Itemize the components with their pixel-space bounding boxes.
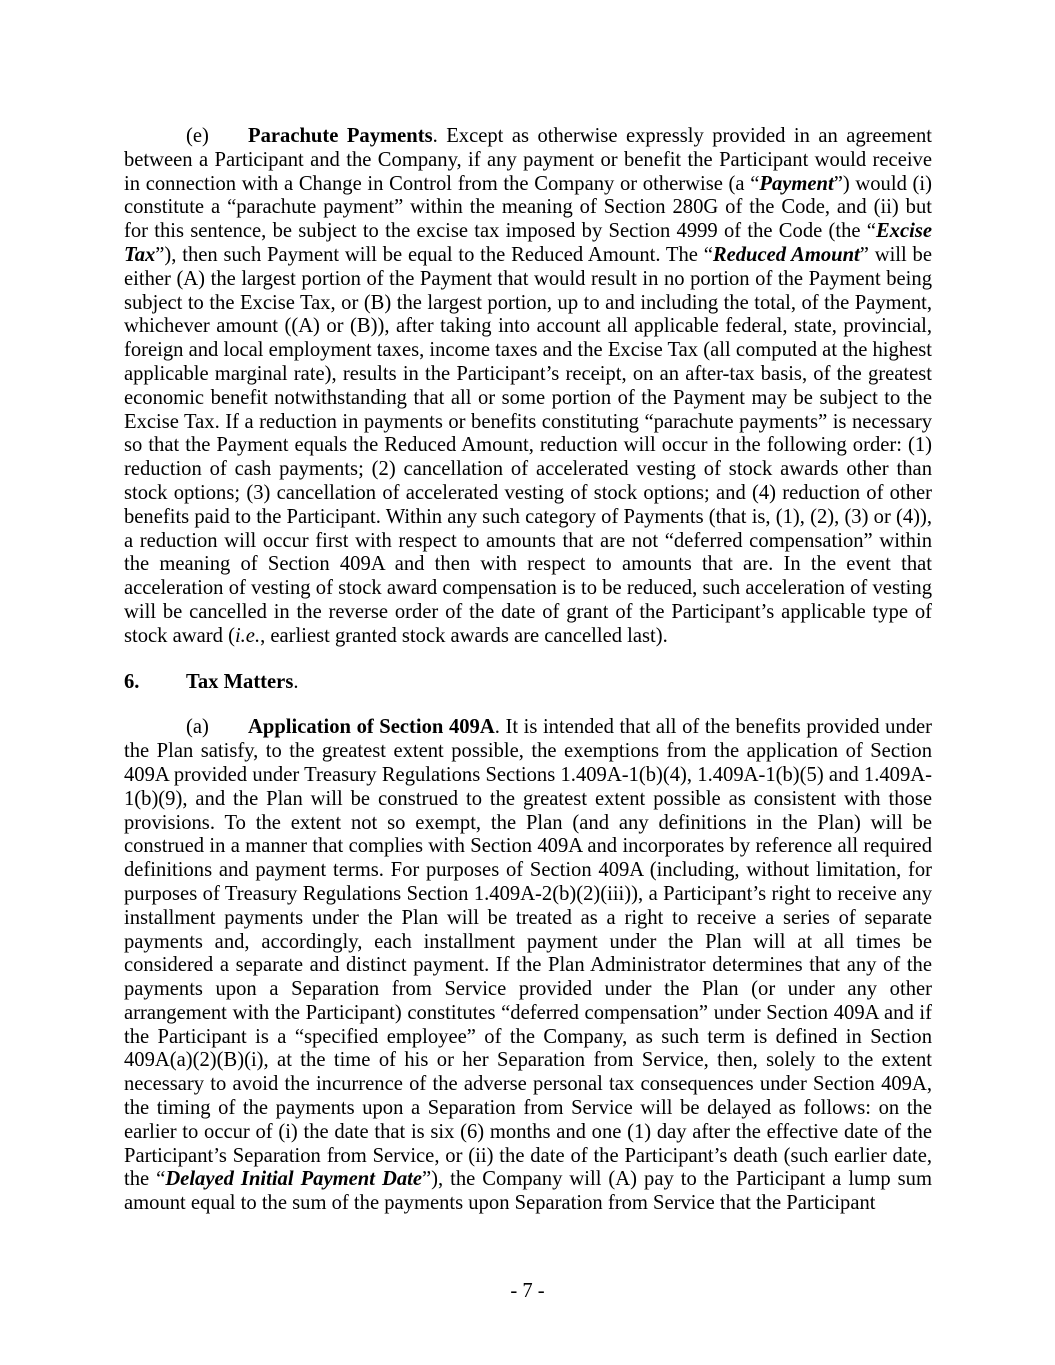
defined-term-delayed-initial-payment-date: Delayed Initial Payment Date <box>165 1168 422 1191</box>
paragraph-text: . Except as otherwise expressly provided in an agreement between a Participant and the Company, if any payment or benefit the Participant would receive in connection with a Change in Control from the Company or otherwise (a “ <box>124 125 932 195</box>
paragraph-text: ”), then such Payment will be equal to the Reduced Amount. The “ <box>155 243 713 266</box>
paragraph-text: ” will be either (A) the largest portion of the Payment that would result in no portion of the Payment being subject to the Excise Tax, or (B) the largest portion, up to and including the total, of the Payment, whichever amount ((A) or (B)), after taking into account all applicable federal, state, provincial, foreign and local employment taxes, income taxes and the Excise Tax (all computed at the highest applicable marginal rate), results in the Participant’s receipt, on an after-tax basis, of the greatest economic benefit notwithstanding that all or some portion of the Payment may be subject to the Excise Tax. If a reduction in payments or benefits constituting “parachute payments” is necessary so that the Payment equals the Reduced Amount, reduction will occur in the following order: (1) reduction of cash payments; (2) cancellation of accelerated vesting of stock awards other than stock options; (3) cancellation of accelerated vesting of stock options; and (4) reduction of other benefits paid to the Participant. Within any such category of Payments (that is, (1), (2), (3) or (4)), a reduction will occur first with respect to amounts that are not “deferred compensation” within the meaning of Section 409A and then with respect to amounts that are. In the event that acceleration of vesting of stock award compensation is to be reduced, such acceleration of vesting will be cancelled in the reverse order of the date of grant of the Participant’s applicable type of stock award ( <box>124 243 932 647</box>
section-title-period: . <box>293 670 299 693</box>
paragraph-heading: Parachute Payments <box>248 125 433 147</box>
paragraph-heading: Application of Section 409A <box>248 716 495 739</box>
section-title: Tax Matters <box>186 670 294 693</box>
document-body <box>124 125 932 1238</box>
defined-term-reduced-amount: Reduced Amount <box>712 243 860 266</box>
paragraph-parachute-payments <box>124 125 932 649</box>
section-heading-tax-matters <box>124 671 932 695</box>
italic-abbreviation: i.e. <box>234 624 261 647</box>
page-number: - 7 - <box>510 1280 545 1302</box>
paragraph-text: , earliest granted stock awards are cancelled last). <box>260 624 668 647</box>
paragraph-label: (a) <box>186 716 209 739</box>
paragraph-text: ”), the Company will (A) pay to the Participant a lump sum amount equal to the sum of the payments upon Separation from Service that the Participant <box>124 1168 933 1215</box>
paragraph-application-of-section-409a <box>124 716 932 1216</box>
paragraph-text: . It is intended that all of the benefits provided under the Plan satisfy, to the greatest extent possible, the exemptions from the application of Section 409A provided under Treasury Regulations Sections 1.409A-1(b)(4), 1.409A-1(b)(5) and 1.409A-1(b)(9), and the Plan will be construed to the greatest extent possible as consistent with those provisions. To the extent not so exempt, the Plan (and any definitions in the Plan) will be construed in a manner that complies with Section 409A and incorporates by reference all required definitions and payment terms. For purposes of Section 409A (including, without limitation, for purposes of Treasury Regulations Section 1.409A-2(b)(2)(iii)), a Participant’s right to receive any installment payments under the Plan will be treated as a right to receive a series of separate payments and, accordingly, each installment payment under the Plan will at all times be considered a separate and distinct payment. If the Plan Administrator determines that any of the payments upon a Separation from Service provided under the Plan (or under any other arrangement with the Participant) constitutes “deferred compensation” under Section 409A and if the Participant is a “specified employee” of the Company, as such term is defined in Section 409A(a)(2)(B)(i), at the time of his or her Separation from Service, then, solely to the extent necessary to avoid the incurrence of the adverse personal tax consequences under Section 409A, the timing of the payments upon a Separation from Service will be delayed as follows: on the earlier to occur of (i) the date that is six (6) months and one (1) day after the effective date of the Participant’s Separation from Service, or (ii) the date of the Participant’s death (such earlier date, the “ <box>124 716 933 1191</box>
defined-term-payment: Payment <box>759 172 834 195</box>
section-number: 6. <box>124 670 140 693</box>
paragraph-label: (e) <box>186 125 209 147</box>
paragraph-text: ”) would (i) constitute a “parachute payment” within the meaning of Section 280G of the Code, and (ii) but for this sentence, be subject to the excise tax imposed by Section 4999 of the Code (the “ <box>124 172 932 243</box>
defined-term-excise-tax: Excise Tax <box>124 220 932 266</box>
